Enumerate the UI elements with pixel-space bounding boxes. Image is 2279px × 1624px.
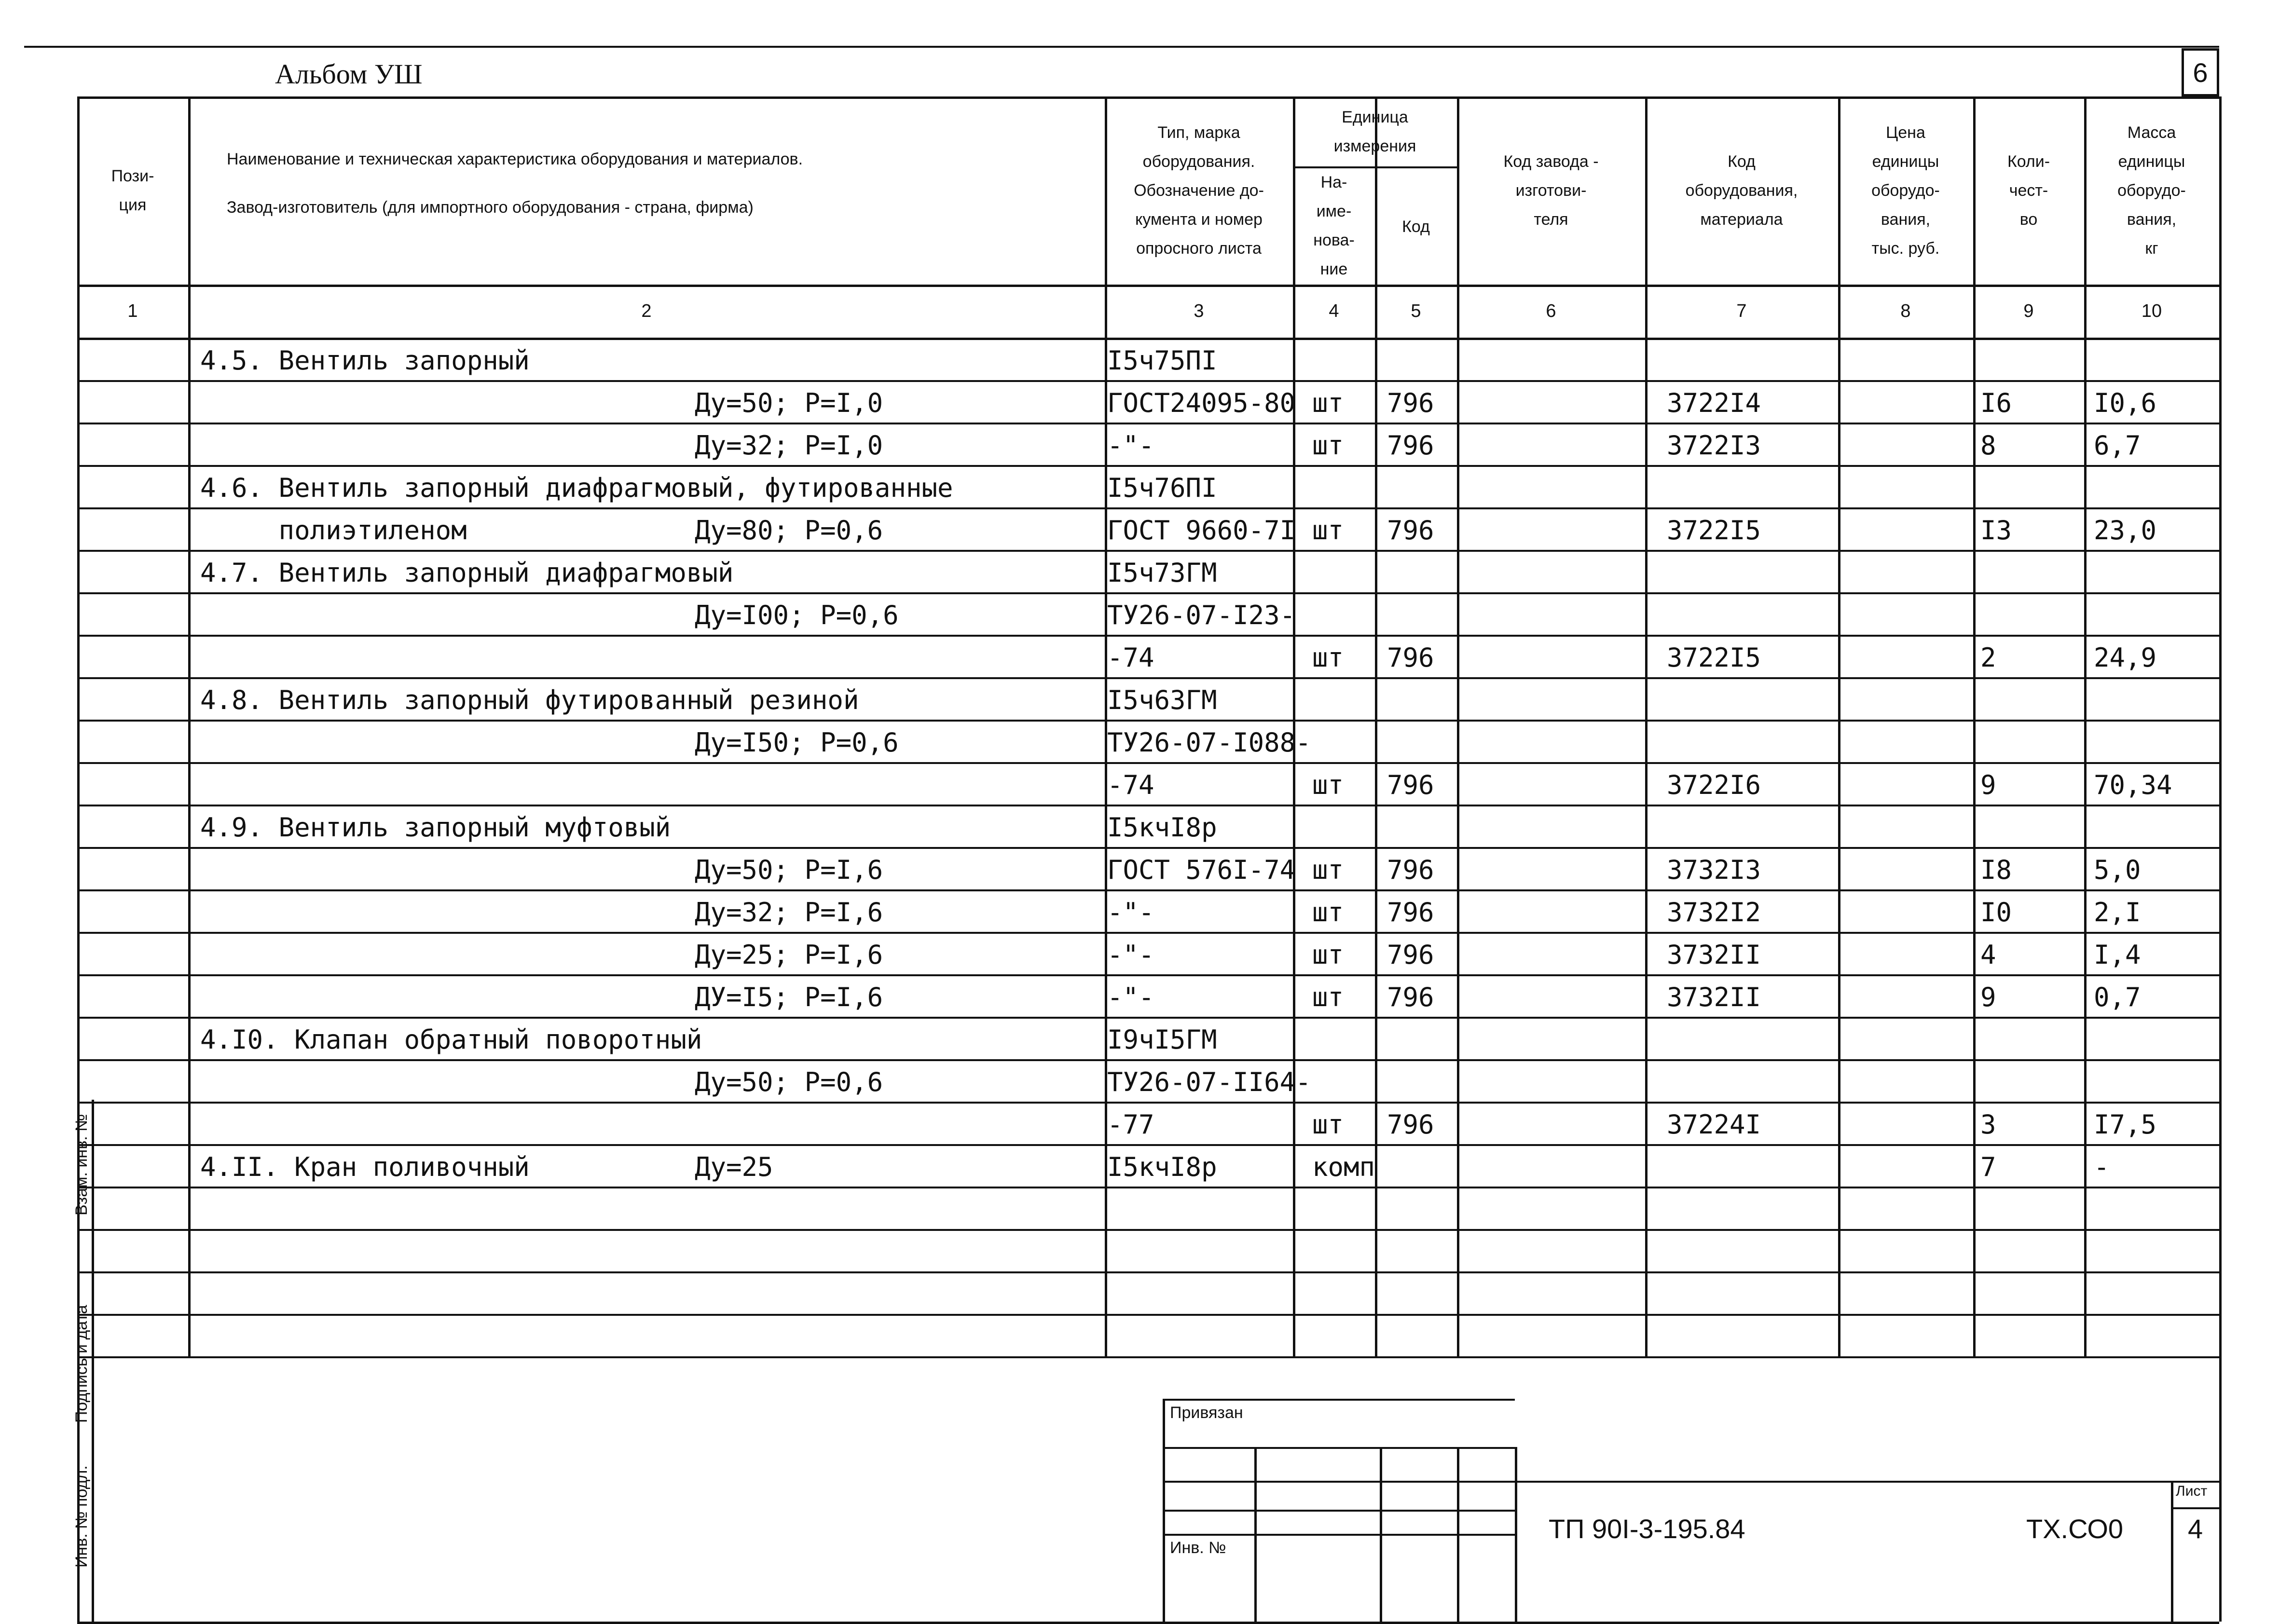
item-type: I5кчI8р	[1107, 1152, 1217, 1182]
column-number: 1	[127, 301, 138, 321]
header-equipment-code-line: оборудования,	[1685, 181, 1798, 200]
header-plant-code-line: теля	[1534, 210, 1568, 229]
item-unit: шт	[1312, 642, 1344, 673]
item-mass: 24,9	[2094, 642, 2157, 673]
stamp-column-rule	[1515, 1447, 1517, 1622]
side-label-original-inv: Инв. № подл.	[72, 1465, 91, 1568]
item-equipment-code: 3722I5	[1667, 515, 1761, 546]
header-mass-line: кг	[2145, 239, 2158, 258]
item-quantity: I0	[1980, 897, 2012, 928]
item-unit-code: 796	[1387, 982, 1434, 1012]
item-mass: 5,0	[2094, 855, 2141, 885]
header-quantity-line: во	[2019, 210, 2038, 229]
header-type-line: Тип, марка	[1157, 123, 1240, 142]
row-rule	[77, 1187, 2219, 1188]
row-rule	[77, 592, 2219, 594]
header-price-line: тыс. руб.	[1871, 239, 1940, 258]
column-number-rule	[77, 338, 2219, 340]
header-name-line: Завод-изготовитель (для импортного оборудования - страна, фирма)	[227, 198, 754, 217]
column-number: 8	[1900, 301, 1911, 321]
item-spec: Ду=50; Р=I,0	[695, 388, 883, 418]
row-rule	[77, 465, 2219, 467]
item-type: -74	[1107, 770, 1154, 800]
item-name: 4.6. Вентиль запорный диафрагмовый, футированные	[200, 473, 953, 503]
item-type: -77	[1107, 1109, 1154, 1140]
item-mass: 70,34	[2094, 770, 2172, 800]
item-type: I5ч73ГМ	[1107, 558, 1217, 588]
header-position	[77, 162, 188, 219]
header-price-line: вания,	[1881, 210, 1931, 229]
header-unit-name-line: ние	[1320, 259, 1348, 278]
item-spec: ДУ=I5; Р=I,6	[695, 982, 883, 1012]
column-number: 9	[2023, 301, 2034, 321]
item-name: 4.I0. Клапан обратный поворотный	[200, 1024, 702, 1055]
item-unit: шт	[1312, 940, 1344, 970]
header-mass-line: вания,	[2127, 210, 2177, 229]
item-unit: шт	[1312, 770, 1344, 800]
item-quantity: 7	[1980, 1152, 1996, 1182]
item-spec: Ду=I50; Р=0,6	[695, 727, 899, 758]
header-quantity-line: чест-	[2009, 181, 2048, 200]
item-type: ГОСТ 9660-7I	[1107, 515, 1296, 546]
item-mass: I7,5	[2094, 1109, 2157, 1140]
header-equipment-code	[1645, 147, 1838, 234]
header-price-line: оборудо-	[1871, 181, 1940, 200]
item-unit-code: 796	[1387, 430, 1434, 461]
side-label-replacement-inv: Взам. инв. №	[72, 1114, 91, 1215]
item-spec: Ду=50; Р=I,6	[695, 855, 883, 885]
item-equipment-code: 3732I3	[1667, 855, 1761, 885]
header-unit-name-line: име-	[1316, 202, 1352, 220]
stamp-column-rule	[1380, 1447, 1382, 1622]
row-rule	[77, 847, 2219, 849]
header-price	[1838, 118, 1973, 263]
item-type: I5ч76ПI	[1107, 473, 1217, 503]
column-number: 7	[1736, 301, 1747, 321]
row-rule	[77, 380, 2219, 382]
header-equipment-code-line: Код	[1728, 152, 1756, 171]
item-unit: шт	[1312, 1109, 1344, 1140]
row-rule	[77, 1017, 2219, 1019]
stamp-column-rule	[1457, 1447, 1459, 1622]
sheet-number: 4	[2188, 1514, 2203, 1544]
item-quantity: I8	[1980, 855, 2012, 885]
item-unit: комп	[1312, 1152, 1375, 1182]
item-unit-code: 796	[1387, 515, 1434, 546]
row-rule	[77, 1356, 2219, 1358]
header-position-line: Пози-	[111, 167, 154, 185]
item-mass: 23,0	[2094, 515, 2157, 546]
header-mass	[2084, 118, 2219, 263]
stamp-rule	[1163, 1534, 1515, 1536]
row-rule	[77, 1102, 2219, 1104]
header-unit-name-line: На-	[1320, 173, 1347, 191]
header-price-line: Цена	[1886, 123, 1925, 142]
sheet-label: Лист	[2176, 1483, 2208, 1499]
item-quantity: I6	[1980, 388, 2012, 418]
inventory-label: Инв. №	[1170, 1539, 1226, 1557]
item-type: -"-	[1107, 982, 1154, 1012]
item-type: I5кчI8р	[1107, 812, 1217, 843]
header-unit-group	[1293, 103, 1457, 161]
header-equipment-code-line: материала	[1700, 210, 1783, 229]
header-unit-group-line: Единица	[1342, 108, 1408, 126]
item-equipment-code: 37224I	[1667, 1109, 1761, 1140]
stamp-top-rule	[1163, 1399, 1515, 1401]
header-unit-name-line: нова-	[1313, 231, 1355, 249]
item-quantity: 9	[1980, 770, 1996, 800]
header-mass-line: Масса	[2127, 123, 2176, 142]
margin-rule	[92, 1100, 94, 1622]
row-rule	[77, 423, 2219, 424]
item-spec: Ду=32; Р=I,0	[695, 430, 883, 461]
header-type	[1105, 118, 1293, 263]
header-plant-code-line: изготови-	[1515, 181, 1587, 200]
item-unit: шт	[1312, 430, 1344, 461]
item-unit-code: 796	[1387, 642, 1434, 673]
column-number: 5	[1411, 301, 1421, 321]
column-number: 6	[1546, 301, 1556, 321]
column-number: 4	[1329, 301, 1339, 321]
item-quantity: 2	[1980, 642, 1996, 673]
row-rule	[77, 720, 2219, 722]
header-mass-line: единицы	[2118, 152, 2185, 171]
row-rule	[77, 974, 2219, 976]
item-spec: Ду=50; Р=0,6	[695, 1067, 883, 1097]
header-type-line: кумента и номер	[1135, 210, 1263, 229]
item-mass: 0,7	[2094, 982, 2141, 1012]
item-type: ТУ26-07-I23-	[1107, 600, 1296, 630]
row-rule	[77, 1144, 2219, 1146]
row-rule	[77, 762, 2219, 764]
item-type: I5ч63ГМ	[1107, 685, 1217, 715]
header-mass-line: оборудо-	[2117, 181, 2186, 200]
header-type-line: Обозначение до-	[1134, 181, 1264, 200]
item-name: 4.9. Вентиль запорный муфтовый	[200, 812, 671, 843]
row-rule	[77, 677, 2219, 679]
stamp-rule	[1163, 1447, 1515, 1449]
item-quantity: 9	[1980, 982, 1996, 1012]
header-quantity-line: Коли-	[2007, 152, 2050, 171]
header-price-line: единицы	[1872, 152, 1939, 171]
header-name	[227, 135, 803, 232]
header-position-line: ция	[119, 196, 147, 214]
item-equipment-code: 3732I2	[1667, 897, 1761, 928]
item-unit-code: 796	[1387, 1109, 1434, 1140]
item-unit: шт	[1312, 982, 1344, 1012]
item-equipment-code: 3722I3	[1667, 430, 1761, 461]
item-spec: Ду=I00; Р=0,6	[695, 600, 899, 630]
item-type: -"-	[1107, 940, 1154, 970]
item-unit-code: 796	[1387, 388, 1434, 418]
row-rule	[77, 1271, 2219, 1273]
item-type: I9чI5ГМ	[1107, 1024, 1217, 1055]
item-spec: Ду=32; Р=I,6	[695, 897, 883, 928]
column-rule	[2219, 96, 2222, 1622]
item-quantity: 4	[1980, 940, 1996, 970]
header-name-line: Наименование и техническая характеристика оборудования и материалов.	[227, 150, 803, 168]
page-number: 6	[2182, 48, 2219, 96]
item-name: 4.8. Вентиль запорный футированный резиной	[200, 685, 859, 715]
item-name: 4.II. Кран поливочный	[200, 1152, 530, 1182]
stamp-rule	[1163, 1510, 1515, 1512]
row-rule	[77, 507, 2219, 509]
column-number: 2	[641, 301, 652, 321]
item-equipment-code: 3732II	[1667, 940, 1761, 970]
row-rule	[77, 1059, 2219, 1061]
bound-label: Привязан	[1170, 1404, 1243, 1422]
item-equipment-code: 3722I5	[1667, 642, 1761, 673]
header-plant-code	[1457, 147, 1645, 234]
item-unit: шт	[1312, 897, 1344, 928]
item-unit-code: 796	[1387, 897, 1434, 928]
item-mass: I0,6	[2094, 388, 2157, 418]
item-type: -"-	[1107, 430, 1154, 461]
item-mass: I,4	[2094, 940, 2141, 970]
item-type: ГОСТ24095-80	[1107, 388, 1296, 418]
item-unit: шт	[1312, 855, 1344, 885]
item-mass: 6,7	[2094, 430, 2141, 461]
item-spec: Ду=25	[695, 1152, 773, 1182]
item-unit-code: 796	[1387, 940, 1434, 970]
item-equipment-code: 3722I4	[1667, 388, 1761, 418]
item-type: ТУ26-07-I088-	[1107, 727, 1311, 758]
sheet-code: ТХ.СО0	[2026, 1514, 2124, 1544]
item-equipment-code: 3722I6	[1667, 770, 1761, 800]
item-spec: Ду=25; Р=I,6	[695, 940, 883, 970]
row-rule	[77, 932, 2219, 934]
item-mass: 2,I	[2094, 897, 2141, 928]
item-spec: Ду=80; Р=0,6	[695, 515, 883, 546]
item-type: ТУ26-07-II64-	[1107, 1067, 1311, 1097]
item-type: -"-	[1107, 897, 1154, 928]
column-number: 3	[1194, 301, 1204, 321]
header-quantity	[1973, 147, 2084, 234]
document-code: ТП 90I-3-195.84	[1549, 1514, 1745, 1544]
header-plant-code-line: Код завода -	[1503, 152, 1599, 171]
item-name: 4.5. Вентиль запорный	[200, 345, 530, 376]
row-rule	[77, 1229, 2219, 1231]
column-number: 10	[2141, 301, 2162, 321]
item-type: I5ч75ПI	[1107, 345, 1217, 376]
side-label-signature-date: Подпись и дата	[72, 1305, 91, 1423]
row-rule	[77, 635, 2219, 637]
album-title: Альбом УШ	[275, 58, 423, 90]
sheet-box-rule	[2171, 1481, 2173, 1622]
item-unit: шт	[1312, 388, 1344, 418]
header-unit-group-line: измерения	[1333, 136, 1416, 155]
stamp-column-rule	[1254, 1447, 1257, 1622]
item-quantity: 3	[1980, 1109, 1996, 1140]
row-rule	[77, 805, 2219, 806]
header-type-line: оборудования.	[1142, 152, 1255, 171]
item-equipment-code: 3732II	[1667, 982, 1761, 1012]
item-type: -74	[1107, 642, 1154, 673]
header-type-line: опросного листа	[1136, 239, 1262, 258]
item-unit-code: 796	[1387, 855, 1434, 885]
header-unit-name	[1293, 168, 1375, 284]
item-mass: -	[2094, 1152, 2110, 1182]
row-rule	[77, 1314, 2219, 1316]
sheet-box-rule	[2171, 1507, 2219, 1509]
item-unit-code: 796	[1387, 770, 1434, 800]
frame-bottom-rule	[77, 1622, 2219, 1624]
table-top-rule	[77, 96, 2219, 99]
stamp-rule	[1163, 1481, 2219, 1483]
item-quantity: I3	[1980, 515, 2012, 546]
header-unit-code: Код	[1402, 218, 1430, 236]
item-name: полиэтиленом	[200, 515, 467, 546]
item-unit: шт	[1312, 515, 1344, 546]
row-rule	[77, 889, 2219, 891]
item-quantity: 8	[1980, 430, 1996, 461]
item-name: 4.7. Вентиль запорный диафрагмовый	[200, 558, 734, 588]
row-rule	[77, 550, 2219, 552]
item-type: ГОСТ 576I-74	[1107, 855, 1296, 885]
